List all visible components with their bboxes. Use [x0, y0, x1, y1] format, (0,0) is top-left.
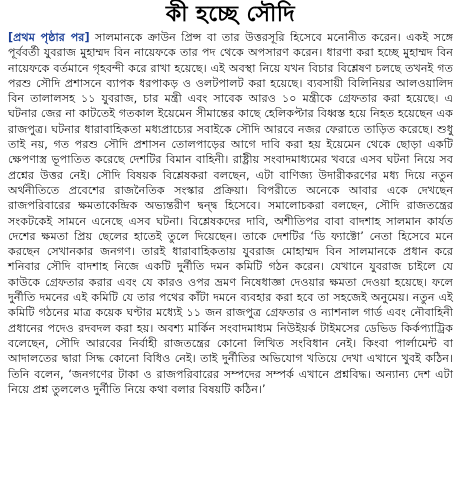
article-body	[8, 30, 453, 397]
headline: কী হচ্ছে সৌদি	[165, 2, 296, 27]
continued-label: [প্রথম পৃষ্ঠার পর]	[8, 31, 90, 44]
article-text: সালমানকে ক্রাউন প্রিন্স বা তার উত্তরসূরি হিসেবে মনোনীত করেন। একই সঙ্গে পূর্ববর্তী যুবরাজ মুহাম্মদ বিন নায়েফকে তার পদ থেকে অপসারণ করেন। ধারণা করা হচ্ছে মুহাম্মদ বিন নায়েফকে বর্তমানে গৃহবন্দী করে রাখা হয়েছে। এই অবস্থা নিয়ে যখন বিচার বিশ্লেষণ চলছে তখনই গত পরশু সৌদি প্রশাসনে ব্যাপক ধরপাকড় ও ওলটপালট করা হয়েছে। ব্যবসায়ী বিলিনিয়র আলওয়ালিদ বিন তালালসহ ১১ যুবরাজ, চার মন্ত্রী এবং সাবেক আরও ১০ মন্ত্রীকে গ্রেফতার করা হয়েছে। এ ঘটনার জের না কাটতেই গতকাল ইয়েমেন সীমান্তের কাছে হেলিকপ্টার বিধ্বস্ত হয়ে নিহত হয়েছেন এক রাজপুত্র। ঘটনার ধারাবাহিকতা মধ্যপ্রাচ্যের সবাইকে সৌদি আরবে নজর ফেরাতে তাড়িত করেছে। শুধু তাই নয়, গত পরশু সৌদি প্রশাসন তোলপাড়ের আগে দাবি করা হয় ইয়েমেন থেকে ছোড়া একটি ক্ষেপণাস্ত্র ভূপাতিত করেছে দেশটির বিমান বাহিনী। রাষ্ট্রীয় সংবাদমাধ্যমের খবরে এসব ঘটনা নিয়ে সব প্রশ্নের উত্তর নেই। সৌদি বিষয়ক বিশ্লেষকরা বলছেন, এটা বাণিজ্য উদারীকরণের মধ্য দিয়ে নতুন অর্থনীতিতে প্রবেশের রাজনৈতিক সংস্কার প্রক্রিয়া। বিপরীতে অনেকে আবার একে দেখছেন রাজপরিবারের ক্ষমতাকেন্দ্রিক অভ্যন্তরীণ দ্বন্দ্ব হিসেবে। সমালোচকরা বলছেন, সৌদি রাজতন্ত্রের সংকটকেই সামনে এনেছে এসব ঘটনা। বিশ্লেষকদের দাবি, অশীতিপর বাবা বাদশাহ সালমান কার্যত দেশের ক্ষমতা প্রিয় ছেলের হাতেই তুলে দিয়েছেন। তাকে দেশটির ‘ডি ফ্যাক্টো’ নেতা হিসেবে মনে করছেন সেখানকার জনগণ। তারই ধারাবাহিকতায় যুবরাজ মোহাম্মদ বিন সালমানকে প্রধান করে শনিবার সৌদি বাদশাহ নিজে একটি দুর্নীতি দমন কমিটি গঠন করেন। যেখানে যুবরাজ চাইলে যে কাউকে গ্রেফতার করার এবং যে কারও ওপর ভ্রমণ নিষেধাজ্ঞা দেওয়ার ক্ষমতা দেওয়া হয়েছে। ফলে দুর্নীতি দমনের এই কমিটি যে তার পথের কাঁটা দমনে ব্যবহার করা হবে তা সহজেই অনুমেয়। নতুন এই কমিটি গঠনের মাত্র কয়েক ঘণ্টার মধ্যেই ১১ জন রাজপুত্র গ্রেফতার ও ন্যাশনাল গার্ড এবং নৌবাহিনী প্রধানের পদেও রদবদল করা হয়। অবশ্য মার্কিন সংবাদমাধ্যম নিউইয়র্ক টাইমসের ডেভিড কির্কপ্যাট্রিক বলেছেন, সৌদি আরবের নির্বাহী রাজতন্ত্রের কোনো লিখিত সংবিধান নেই। কিংবা পার্লামেন্ট বা আদালতের দ্বারা সিদ্ধ কোনো বিধিও নেই। তাই দুর্নীতির অভিযোগ খতিয়ে দেখা এখানে খুবই কঠিন। তিনি বলেন, ‘জনগণের টাকা ও রাজপরিবারের সম্পদের সম্পর্ক এখানে প্রশ্নবিদ্ধ। অন্যান্য দেশ এটা নিয়ে প্রশ্ন তুললেও দুর্নীতি নিয়ে কথা বলার বিষয়টি কঠিন।’	[8, 31, 453, 396]
